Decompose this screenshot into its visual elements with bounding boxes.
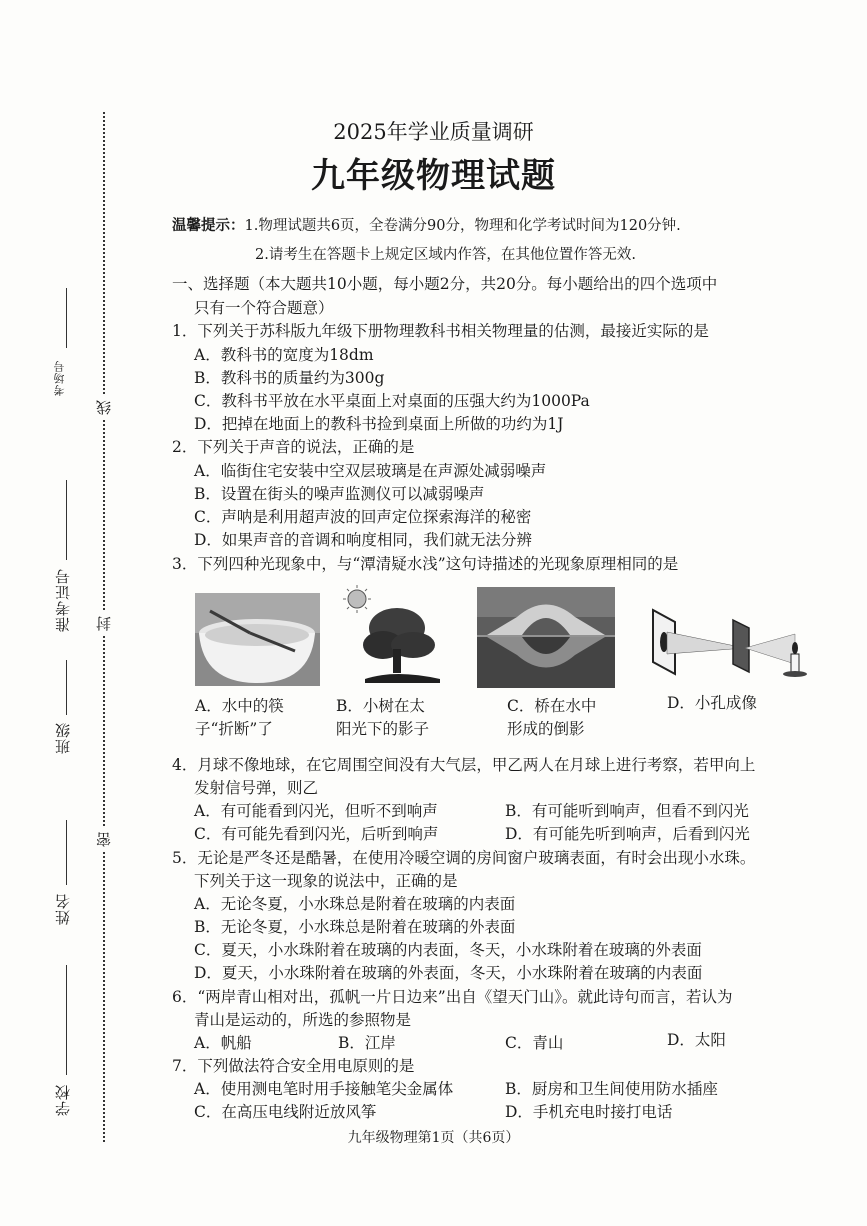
- q6-option-d: D．太阳: [667, 1031, 726, 1049]
- q4-stem-cont: 发射信号弹，则乙: [194, 779, 319, 797]
- q4-option-b: B．有可能听到响声，但看不到闪光: [505, 802, 749, 820]
- seat-number-line: [66, 288, 67, 348]
- q2-option-d: D．如果声音的音调和响度相同，我们就无法分辨: [194, 531, 532, 549]
- q5-option-a: A．无论冬夏，小水珠总是附着在玻璃的内表面: [194, 895, 516, 913]
- q7-option-b: B．厨房和卫生间使用防水插座: [505, 1080, 718, 1098]
- q1-option-c: C．教科书平放在水平桌面上对桌面的压强大约为1000Pa: [194, 392, 590, 410]
- q1-stem: 1．下列关于苏科版九年级下册物理教科书相关物理量的估测，最接近实际的是: [172, 322, 709, 340]
- seal-char-line: 线: [93, 396, 114, 419]
- q7-option-a: A．使用测电笔时用手接触笔尖金属体: [194, 1080, 454, 1098]
- class-label: 班级: [54, 722, 72, 754]
- q7-option-c: C．在高压电线附近放风筝: [194, 1103, 377, 1121]
- q3-caption-b: [336, 695, 429, 741]
- q1-option-a: A．教科书的宽度为18dm: [194, 346, 374, 364]
- seal-char-seal: 封: [93, 612, 114, 635]
- q3-caption-b-l1: B．小树在太: [336, 697, 425, 715]
- seat-number-label: 考场号: [53, 360, 66, 396]
- q3-caption-d: D．小孔成像: [667, 694, 757, 712]
- q4-option-c: C．有可能先看到闪光，后听到响声: [194, 825, 439, 843]
- q4-stem: 4．月球不像地球，在它周围空间没有大气层，甲乙两人在月球上进行考察，若甲向上: [172, 756, 756, 774]
- q3-caption-a-l1: A．水中的筷: [195, 697, 284, 715]
- tree-sun-image: [335, 583, 445, 688]
- q7-option-d: D．手机充电时接打电话: [505, 1103, 673, 1121]
- q3-caption-a: [195, 695, 284, 741]
- q2-option-c: C．声呐是利用超声波的回声定位探索海洋的秘密: [194, 508, 532, 526]
- q5-stem: 5．无论是严冬还是酷暑，在使用冷暖空调的房间窗户玻璃表面，有时会出现小水珠。: [172, 849, 756, 867]
- q2-option-a: A．临街住宅安装中空双层玻璃是在声源处减弱噪声: [194, 462, 547, 480]
- q3-caption-c: [507, 695, 596, 741]
- q4-option-a: A．有可能看到闪光，但听不到响声: [194, 802, 438, 820]
- q6-option-c: C．青山: [505, 1034, 564, 1052]
- q5-option-d: D．夏天，小水珠附着在玻璃的外表面，冬天，小水珠附着在玻璃的内表面: [194, 964, 703, 982]
- q3-stem: 3．下列四种光现象中，与“潭清疑水浅”这句诗描述的光现象原理相同的是: [172, 555, 679, 573]
- q1-option-b: B．教科书的质量约为300g: [194, 369, 385, 387]
- q6-option-a: A．帆船: [194, 1034, 252, 1052]
- q2-stem: 2．下列关于声音的说法，正确的是: [172, 438, 415, 456]
- q2-option-b: B．设置在街头的噪声监测仪可以减弱噪声: [194, 485, 485, 503]
- pinhole-camera-image: [645, 602, 815, 682]
- exam-main-title: 九年级物理试题: [311, 156, 556, 196]
- exam-number-label: 准考证号: [54, 568, 72, 632]
- q5-stem-cont: 下列关于这一现象的说法中，正确的是: [194, 872, 458, 890]
- tip-line-1: [172, 214, 681, 235]
- exam-number-line: [66, 480, 67, 560]
- page-footer: 九年级物理第1页（共6页）: [347, 1130, 520, 1146]
- name-line: [66, 820, 67, 885]
- school-line: [66, 965, 67, 1075]
- tip-label: 温馨提示：: [172, 217, 245, 234]
- name-label: 姓名: [54, 893, 72, 925]
- section-heading: 一、选择题（本大题共10小题，每小题2分，共20分。每小题给出的四个选项中: [172, 275, 718, 293]
- q6-stem: 6．“两岸青山相对出，孤帆一片日边来”出自《望天门山》。就此诗句而言，若认为: [172, 988, 733, 1006]
- seal-char-secret: 密: [93, 828, 114, 851]
- tip-text-1: 1.物理试题共6页，全卷满分90分，物理和化学考试时间为120分钟.: [244, 218, 681, 234]
- tip-line-2: 2.请考生在答题卡上规定区域内作答，在其他位置作答无效.: [255, 247, 636, 263]
- class-line: [66, 660, 67, 715]
- school-label: 学校: [54, 1084, 72, 1116]
- q3-caption-c-l1: C．桥在水中: [507, 697, 597, 715]
- q5-option-b: B．无论冬夏，小水珠总是附着在玻璃的外表面: [194, 918, 516, 936]
- q4-option-d: D．有可能先听到响声，后看到闪光: [505, 825, 750, 843]
- bridge-reflection-image: [477, 587, 615, 688]
- chopsticks-bowl-image: [195, 593, 320, 686]
- q3-caption-c-l2: 形成的倒影: [507, 720, 585, 738]
- q6-option-b: B．江岸: [338, 1034, 396, 1052]
- q3-caption-a-l2: 子“折断”了: [195, 720, 273, 738]
- exam-year-title: 2025年学业质量调研: [333, 120, 534, 144]
- q6-stem-cont: 青山是运动的，所选的参照物是: [194, 1011, 412, 1029]
- q7-stem: 7．下列做法符合安全用电原则的是: [172, 1057, 415, 1075]
- section-heading-cont: 只有一个符合题意）: [194, 299, 334, 317]
- q1-option-d: D．把掉在地面上的教科书捡到桌面上所做的功约为1J: [194, 415, 564, 433]
- q3-caption-b-l2: 阳光下的影子: [336, 720, 430, 738]
- q5-option-c: C．夏天，小水珠附着在玻璃的内表面，冬天，小水珠附着在玻璃的外表面: [194, 941, 702, 959]
